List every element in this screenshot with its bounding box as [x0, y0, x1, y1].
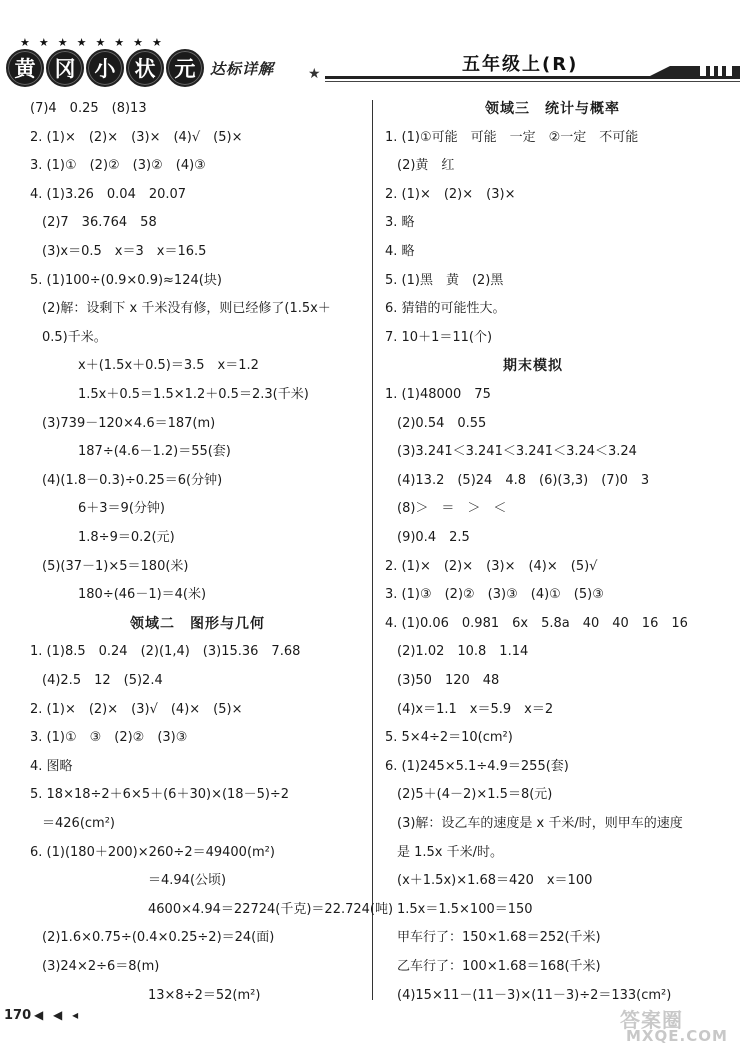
answer-line: 13×8÷2＝52(m²): [148, 987, 261, 1003]
answer-line: 5. (1)黑 黄 (2)黑: [385, 272, 504, 288]
answer-line: 5. 5×4÷2＝10(cm²): [385, 730, 513, 746]
answer-line: (4)15×11－(11－3)×(11－3)÷2＝133(cm²): [397, 987, 672, 1003]
answer-line: ＝426(cm²): [42, 816, 115, 831]
section-title: 领域三 统计与概率: [485, 101, 620, 117]
header-rule: [325, 76, 740, 79]
answer-line: 1. (1)①可能 可能 一定 ②一定 不可能: [385, 129, 639, 145]
answer-line: 1.8÷9＝0.2(元): [78, 530, 175, 545]
star-row-decoration: ★★★★★★★★: [20, 36, 171, 49]
answer-line: 4600×4.94＝22724(千克)＝22.724(吨): [148, 901, 394, 917]
answer-line: (x＋1.5x)×1.68＝420 x＝100: [397, 873, 593, 889]
grade-label: 五年级上(R): [462, 54, 579, 75]
section-title: 领域二 图形与几何: [130, 615, 265, 632]
answer-line: (4)(1.8－0.3)÷0.25＝6(分钟): [42, 472, 223, 488]
answer-line: 5. 18×18÷2＋6×5＋(6＋30)×(18－5)÷2: [30, 787, 290, 803]
answer-line: (2)0.5̇4̇ 0.55: [397, 415, 487, 431]
brand-char: 冈: [46, 49, 84, 87]
answer-line: 1.5x＝1.5×100＝150: [397, 901, 533, 917]
answer-line: 2. (1)× (2)× (3)× (4)√ (5)×: [30, 129, 243, 145]
page-number: 170: [4, 1008, 32, 1023]
answer-line: 乙车行了：100×1.68＝168(千米): [397, 959, 601, 974]
answer-line: 4. 图略: [30, 758, 73, 774]
arrow-left-icon: ◀ ◀ ◂: [34, 1008, 82, 1022]
answer-line: 6. (1)(180＋200)×260÷2＝49400(m²): [30, 844, 275, 860]
watermark: 答案圈: [620, 1008, 683, 1032]
brand-logo: [6, 44, 274, 92]
answer-line: 1.5x＋0.5＝1.5×1.2＋0.5＝2.3(千米): [78, 387, 309, 402]
answer-line: 4. 略: [385, 244, 415, 259]
header-rule-thin: [325, 81, 740, 82]
answer-line: (3)50 120 48: [397, 673, 500, 688]
answer-line: 6. 猜错的可能性大。: [385, 301, 506, 317]
answer-line: 2. (1)× (2)× (3)×: [385, 186, 516, 202]
answer-line: (9)0.4 2.5: [397, 530, 470, 545]
brand-char: 状: [126, 49, 164, 87]
answer-line: 2. (1)× (2)× (3)√ (4)× (5)×: [30, 701, 243, 717]
answer-line: 1. (1)48000 75: [385, 387, 491, 402]
answer-line: (4)x＝1.1 x＝5.9 x＝2: [397, 701, 554, 717]
star-icon: ★: [308, 66, 321, 82]
answer-line: 5. (1)100÷(0.9×0.9)≈124(块): [30, 272, 222, 288]
answer-line: 3. (1)③ (2)② (3)③ (4)① (5)③: [385, 587, 604, 603]
brand-char: 黄: [6, 49, 44, 87]
answer-line: (4)13.2 (5)24 4.8 (6)(3,3) (7)0 3: [397, 472, 650, 488]
answer-line: (4)2.5 12 (5)2.4: [42, 673, 163, 688]
answer-line: 6. (1)245×5.1÷4.9＝255(套): [385, 758, 569, 774]
answer-line: 3. 略: [385, 215, 415, 231]
header-decoration-icon: [650, 62, 740, 76]
answer-line: (3)739－120×4.6＝187(m): [42, 415, 216, 431]
answer-line: 3. (1)① ③ (2)② (3)③: [30, 730, 188, 746]
answer-line: 180÷(46－1)＝4(米): [78, 587, 207, 603]
answer-line: 2. (1)× (2)× (3)× (4)× (5)√: [385, 558, 598, 574]
answer-line: x＋(1.5x＋0.5)＝3.5 x＝1.2: [78, 358, 259, 374]
answer-line: (2)7 36.764 58: [42, 215, 157, 231]
answer-line: 是 1.5x 千米/时。: [397, 844, 504, 860]
brand-subtitle: 达标详解: [210, 59, 275, 78]
answer-line: 6＋3＝9(分钟): [78, 501, 165, 517]
brand-char: 小: [86, 49, 124, 87]
watermark-url: MXQE.COM: [626, 1027, 728, 1045]
answer-line: (3)x＝0.5 x＝3 x＝16.5: [42, 244, 207, 259]
answer-line: (8)＞ ＝ ＞ ＜: [397, 501, 507, 517]
page-header: [0, 0, 750, 95]
answer-line: (3)24×2÷6＝8(m): [42, 959, 160, 974]
answer-line: 3. (1)① (2)② (3)② (4)③: [30, 158, 206, 174]
section-title: 期末模拟: [503, 358, 563, 375]
answer-line: ＝4.94(公顷): [148, 873, 227, 889]
answer-line: 0.5)千米。: [42, 329, 107, 345]
answer-line: (3)解：设乙车的速度是 x 千米/时，则甲车的速度: [397, 816, 683, 831]
answer-line: 4. (1)0.06 0.981 6x 5.8a 40 40 16 16: [385, 615, 688, 631]
answer-line: 7. 10＋1＝11(个): [385, 329, 493, 345]
answer-line: 1. (1)8.5 0.24 (2)(1,4) (3)15.36 7.68: [30, 644, 301, 660]
answer-line: (2)1.6×0.75÷(0.4×0.25÷2)＝24(面): [42, 930, 275, 946]
answer-line: 甲车行了：150×1.68＝252(千米): [397, 930, 601, 946]
answer-line: (5)(37－1)×5＝180(米): [42, 558, 189, 574]
answer-line: 187÷(4.6－1.2)＝55(套): [78, 444, 231, 460]
answer-line: (2)黄 红: [397, 158, 455, 174]
brand-char: 元: [166, 49, 204, 87]
answer-line: (3)3.24̇1̇＜3.2̇41̇＜3.24̇1̇＜3.2̇4̇＜3.24̇: [397, 444, 637, 460]
answer-line: (2)1.02 10.8 1.14: [397, 644, 529, 660]
answer-line: (2)解：设剩下 x 千米没有修，则已经修了(1.5x＋: [42, 301, 331, 317]
answer-line: (2)5＋(4－2)×1.5＝8(元): [397, 787, 553, 803]
column-divider: [372, 100, 373, 1000]
answer-line: 4. (1)3.26 0.04 20.07: [30, 186, 187, 202]
answer-line: (7)4 0.25 (8)13: [30, 101, 147, 116]
